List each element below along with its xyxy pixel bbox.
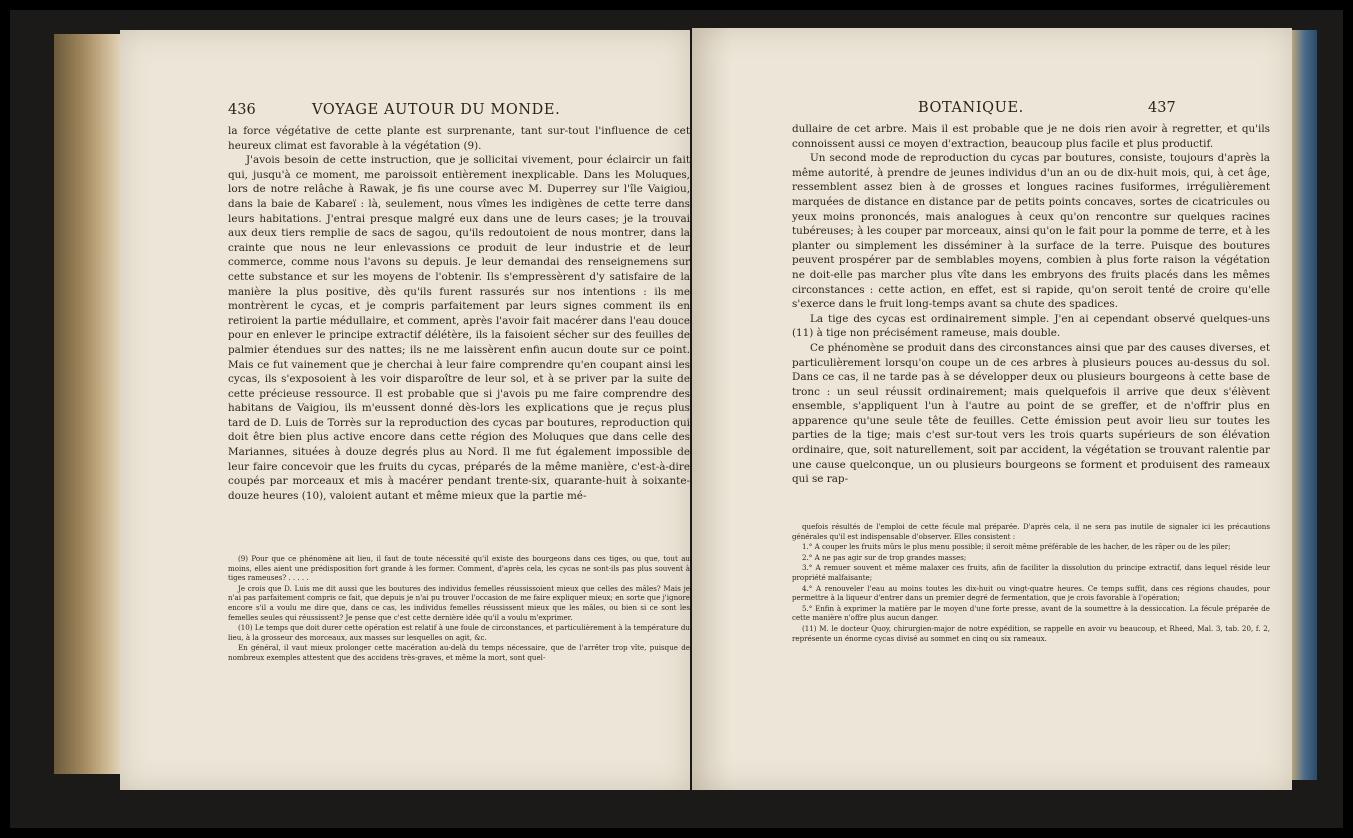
- main-text: [228, 124, 690, 503]
- page-number: 436: [228, 102, 256, 118]
- footnote: (9) Pour que ce phénomène ait lieu, il faut de toute nécessité qu'il existe des bourgeons dans ces tiges, ou que, tout au moins, elles aient une prédisposition fort grande à les former. Comment, d'après cela, les cycas ne sont-ils pas plus souvent à tiges rameuses? . . . . .: [228, 554, 690, 583]
- paragraph: dullaire de cet arbre. Mais il est probable que je ne dois rien avoir à regretter, et qu'ils connoissent aussi ce moyen d'extraction, beaucoup plus facile et plus productif.: [792, 123, 1270, 150]
- footnote: 5.° Enfin à exprimer la matière par le moyen d'une forte presse, avant de la soumettre à la dessiccation. La fécule préparée de cette manière n'offre plus aucun danger.: [792, 603, 1270, 623]
- running-head: VOYAGE AUTOUR DU MONDE.: [312, 102, 561, 118]
- footnote: 3.° A remuer souvent et même malaxer ces fruits, afin de faciliter la dissolution du principe extractif, dans lequel réside leur propriété malfaisante;: [792, 563, 1270, 582]
- paragraph: Ce phénomène se produit dans des circonstances ainsi que par des causes diverses, et particulièrement lorsqu'on coupe un de ces arbres à plusieurs pouces au-dessus du sol. Dans ce cas, il ne tarde pas à se développer deux ou plusieurs bourgeons à cette base de tronc : un seul réussit ordinairement; mais quelquefois il arrive que deux s'élèvent ensemble, s'appliquent l'un à l'autre au point de se greffer, et de n'offrir plus en apparence qu'une seule tête de feuilles. Cette émission peut avoir lieu sur toutes les parties de la tige; mais c'est sur-tout vers les trois quarts supérieurs de son élévation ordinaire, que, soit naturellement, soit par accident, la végétation se trouvant ralentie par une cause quelconque, un ou plusieurs bourgeons se forment et produisent des rameaux qui se rap-: [792, 341, 1270, 486]
- page-number: 437: [1148, 100, 1176, 116]
- footnotes: [792, 522, 1270, 644]
- footnote: Je crois que D. Luis me dit aussi que les boutures des individus femelles réussissoient mieux que celles des mâles? Mais je n'ai pas parfaitement compris ce fait, que depuis je n'ai pu trouver l'occasion de me faire expliquer mieux; en sorte que j'ignore encore s'il a voulu me dire que, dans ce cas, les individus femelles réussissent mieux que les mâles, ou bien si ce sont les femelles seules qui réussissent? Je pense que c'est cette dernière idée qu'il a voulu m'exprimer.: [228, 583, 690, 622]
- book-edge-left: [54, 34, 124, 774]
- footnotes: [228, 554, 690, 664]
- main-text: [792, 122, 1270, 487]
- footnote: En général, il vaut mieux prolonger cette macération au-delà du temps nécessaire, que de l'arrêter trop vîte, puisque de nombreux exemples attestent que des accidens très-graves, et même la mort, sont quel-: [228, 643, 690, 662]
- paragraph: la force végétative de cette plante est surprenante, tant sur-tout l'influence de cet heureux climat est favorable à la végétation (9).: [228, 125, 690, 152]
- footnote: 4.° A renouveler l'eau au moins toutes les dix-huit ou vingt-quatre heures. Ce temps suffit, dans ces régions chaudes, pour permettre à la liqueur d'entrer dans un premier degré de fermentation, que je crois favorable à l'opération;: [792, 583, 1270, 603]
- paragraph: Un second mode de reproduction du cycas par boutures, consiste, toujours d'après la même autorité, à prendre de jeunes individus d'un an ou de dix-huit mois, qui, à cet âge, ressemblent assez bien à de grosses et longues racines fusiformes, irrégulièrement marquées de distance en distance par de petits points concaves, sortes de cicatricules ou yeux moins prononcés, mais analogues à ceux qu'on rencontre sur quelques racines tubéreuses; à les couper par morceaux, ainsi qu'on le fait pour la pomme de terre, et à les planter ou simplement les disséminer à la surface de la terre. Puisque des boutures peuvent prospérer par de semblables moyens, combien à plus forte raison la végétation ne doit-elle pas marcher plus vîte dans les embryons des fruits placés dans les mêmes circonstances : cette action, en effet, est si rapide, qu'on seroit tenté de croire qu'elle s'exerce dans le fruit long-temps avant sa chute des spadices.: [792, 152, 1270, 311]
- paragraph: J'avois besoin de cette instruction, que je sollicitai vivement, pour éclaircir un fait qui, jusqu'à ce moment, me paroissoit entièrement inexplicable. Dans les Moluques, lors de notre relâche à Rawak, je fis une course avec M. Duperrey sur l'île Vaigiou, dans la baie de Kabareï : là, seulement, nous vîmes les indigènes de cette terre dans leurs habitations. J'entrai presque malgré eux dans une de leurs cases; je la trouvai aux deux tiers remplie de sacs de sagou, qu'ils redoutoient de nous montrer, dans la crainte que nous ne leur enlevassions ce produit de leur industrie et de leur commerce, comme nous l'avons su depuis. Je leur demandai des renseignemens sur cette substance et sur les moyens de l'obtenir. Ils s'empressèrent d'y satisfaire de la manière la plus positive, dès qu'ils furent rassurés sur nos intentions : ils me montrèrent le cycas, et je compris parfaitement par leurs signes comment ils en retiroient la partie médullaire, et comment, après l'avoir fait macérer dans l'eau douce pour en enlever le principe extractif délétère, ils la faisoient sécher sur des feuilles de palmier étendues sur des nattes; ils ne me laissèrent enfin aucun doute sur ce point. Mais ce fut vainement que je cherchai à leur faire comprendre qu'en coupant ainsi les cycas, ils s'exposoient à les voir disparoître de leur sol, et à se priver par la suite de cette précieuse ressource. Il est probable que si j'avois pu me faire comprendre des habitans de Vaigiou, ils m'eussent donné dès-lors les explications que je reçus plus tard de D. Luis de Torrès sur la reproduction des cycas par boutures, reproduction qui doit être bien plus active encore dans cette région des Moluques que dans celle des Mariannes, situées à douze degrés plus au Nord. Il me fut également impossible de leur faire concevoir que les fruits du cycas, préparés de la même manière, c'est-à-dire coupés par morceaux et mis à macérer pendant trente-six, quarante-huit à soixante-douze heures (10), valoient autant et même mieux que la partie mé-: [228, 154, 690, 502]
- footnote: quefois résultés de l'emploi de cette fécule mal préparée. D'après cela, il ne sera pas inutile de signaler ici les précautions générales qu'il est indispensable d'observer. Elles consistent :: [792, 522, 1270, 541]
- paragraph: La tige des cycas est ordinairement simple. J'en ai cependant observé quelques-uns (11) à tige non précisément rameuse, mais double.: [792, 312, 1270, 340]
- footnote: 2.° A ne pas agir sur de trop grandes masses;: [802, 552, 967, 562]
- running-head: BOTANIQUE.: [918, 100, 1024, 116]
- footnote: (10) Le temps que doit durer cette opération est relatif à une foule de circonstances, et particulièrement à la température du lieu, à la grosseur des morceaux, aux masses sur lesquelles on agit, &c.: [228, 623, 690, 642]
- left-page: [120, 30, 690, 790]
- footnote: (11) M. le docteur Quoy, chirurgien-major de notre expédition, se rappelle en avoir vu beaucoup, et Rheed, Mal. 3, tab. 20, f. 2, représente un énorme cycas divisé au sommet en cinq ou six rameaux.: [792, 623, 1270, 643]
- right-page: [692, 28, 1292, 790]
- footnote: 1.° A couper les fruits mûrs le plus menu possible; il seroit même préférable de les hacher, de les râper ou de les piler;: [802, 542, 1231, 552]
